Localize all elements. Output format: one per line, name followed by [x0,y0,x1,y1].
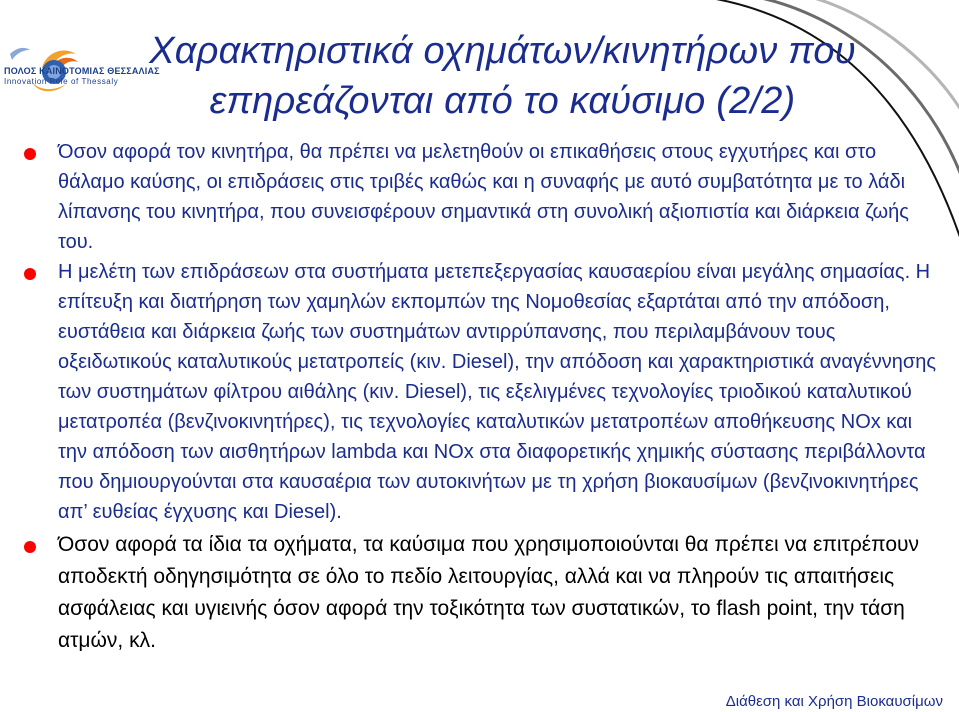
slide-title: Χαρακτηριστικά οχημάτων/κινητήρων που επηρεάζονται από το καύσιμο (2/2) [149,30,856,122]
bullet-text: Όσον αφορά τα ίδια τα οχήματα, τα καύσιμα που χρησιμοποιούνται θα πρέπει να επιτρέπουν αποδεκτή οδηγησιμότητα σε όλο το πεδίο λειτουργίας, αλλά και να πληρούν τις απαιτήσεις ασφάλειας και υγιεινής όσον αφορά την τοξικότητα των συστατικών, το flash point, την τάση ατμών, κλ. [58,533,919,652]
bullet-item-engine [14,137,944,257]
logo-subtitle: Innovation Pole of Thessaly [4,77,119,86]
bullet-dot-icon [24,268,36,280]
bullet-text: Όσον αφορά τον κινητήρα, θα πρέπει να μελετηθούν οι επικαθήσεις στους εγχυτήρες και στο θάλαμο καύσης, οι επιδράσεις στις τριβές καθώς και η συναφής με αυτό συμβατότητα με το λάδι λίπανσης του κινητήρα, που συνεισφέρουν σημαντικά στη συνολική αξιοπιστία και διάρκεια ζωής του. [58,141,909,253]
bullet-item-vehicles [14,529,944,657]
bullet-item-aftertreatment [14,257,944,527]
bullet-text: Η μελέτη των επιδράσεων στα συστήματα μετεπεξεργασίας καυσαερίου είναι μεγάλης σημασίας. Η επίτευξη και διατήρηση των χαμηλών εκπομπών της Νομοθεσίας εξαρτάται από την απόδοση, ευστάθεια και διάρκεια ζωής των συστημάτων αντιρρύπανσης, που περιλαμβάνουν τους οξειδωτικούς καταλυτικούς μετατροπείς (κιν. Diesel), την απόδοση και χαρακτηριστικά αναγέννησης των συστημάτων φίλτρου αιθάλης (κιν. Diesel), τις εξελιγμένες τεχνολογίες τριοδικού καταλυτικού μετατροπέα (βενζινοκινητήρες), τις τεχνολογίες καταλυτικών μετατροπέων αποθήκευσης NOx και την απόδοση των αισθητήρων lambda και NOx στα διαφορετικής χημικής σύστασης περιβάλλοντα που δημιουργούνται στα καυσαέρια των αυτοκινήτων με τη χρήση βιοκαυσίμων (βενζινοκινητήρες απ’ ευθείας έγχυσης και Diesel). [58,261,937,523]
bullet-list [14,137,944,657]
bullet-dot-icon [24,541,36,553]
footer-label: Διάθεση και Χρήση Βιοκαυσίμων [725,693,943,710]
logo-name: ΠΟΛΟΣ ΚΑΙΝΟΤΟΜΙΑΣ ΘΕΣΣΑΛΙΑΣ [4,66,160,76]
bullet-dot-icon [24,148,36,160]
